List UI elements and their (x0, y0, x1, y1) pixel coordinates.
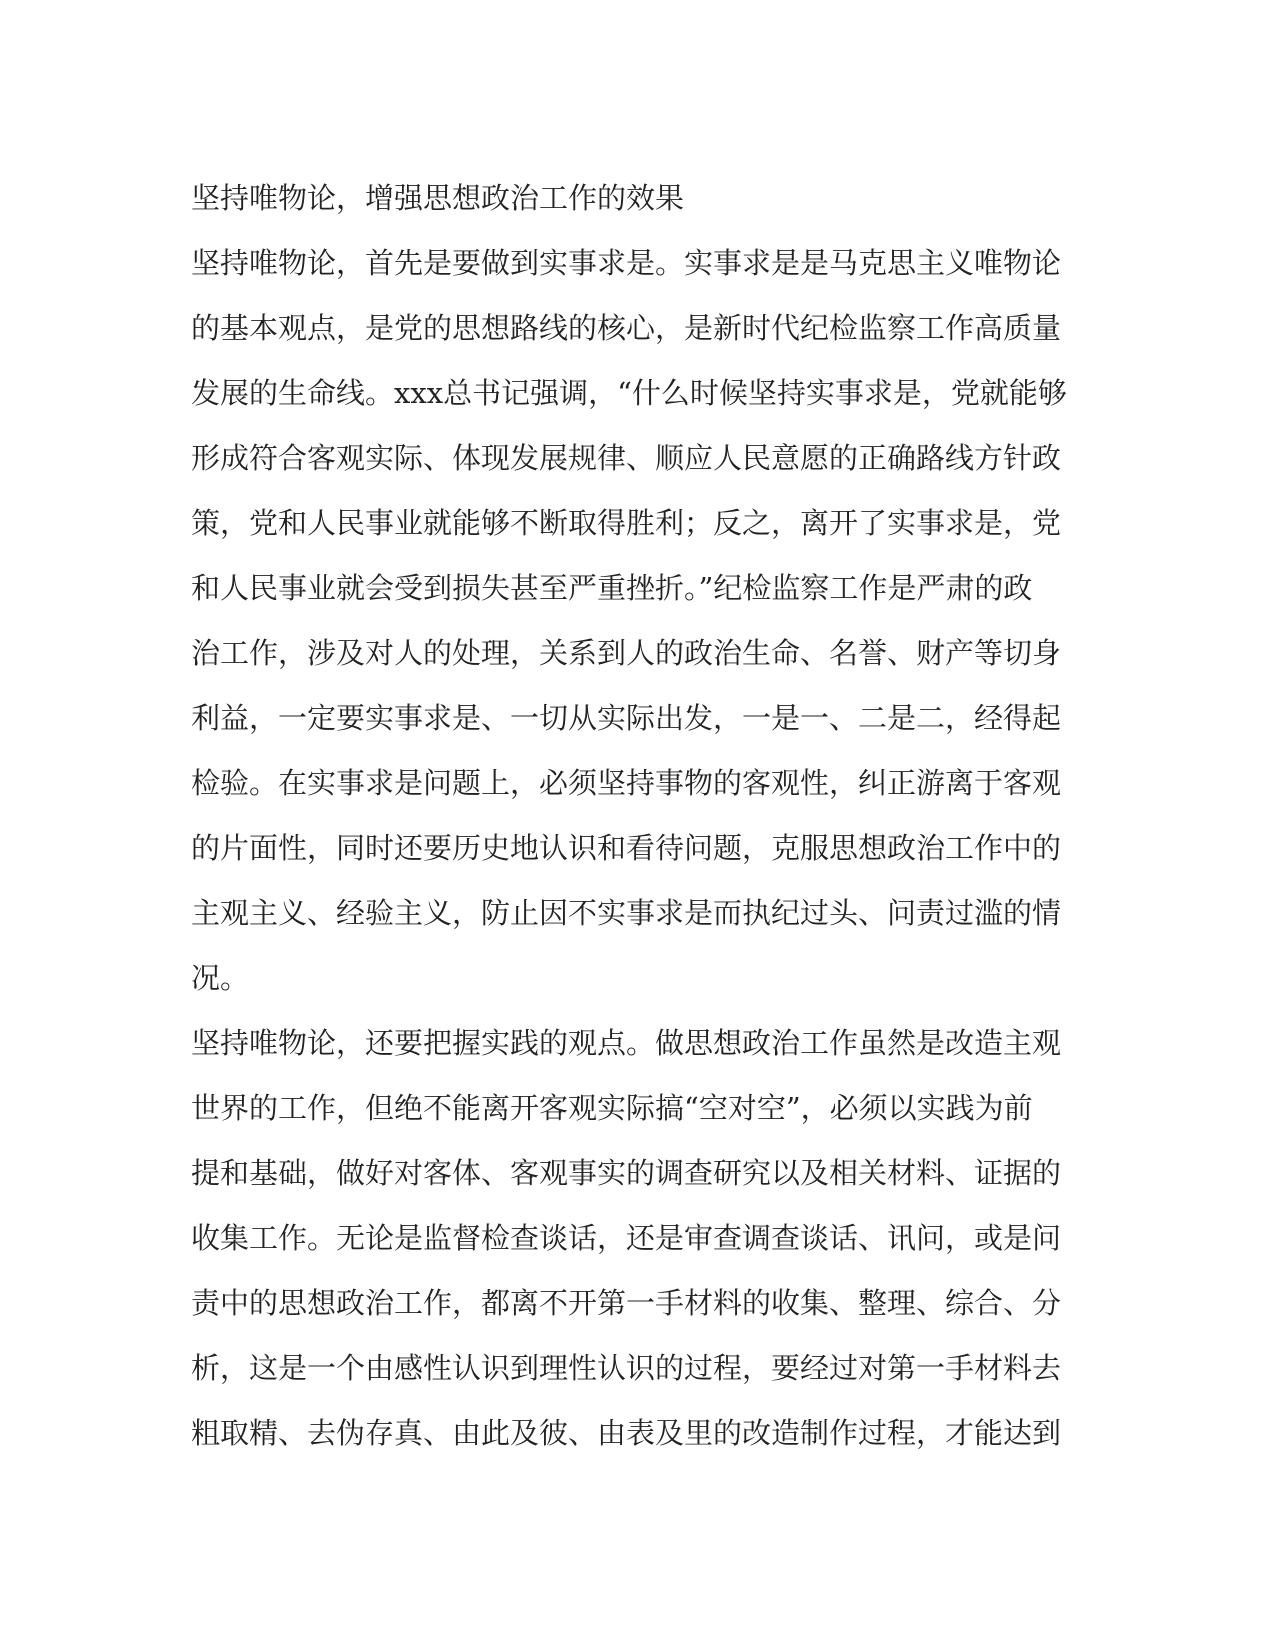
text-line: 策，党和人民事业就能够不断取得胜利；反之，离开了实事求是，党 (191, 506, 1062, 540)
text-line: 的片面性，同时还要历史地认识和看待问题，克服思想政治工作中的 (191, 831, 1062, 865)
text-line: 和人民事业就会受到损失甚至严重挫折。”纪检监察工作是严肃的政 (191, 571, 1033, 605)
text-line: 检验。在实事求是问题上，必须坚持事物的客观性，纠正游离于客观 (191, 766, 1062, 800)
paragraph-2 (191, 1011, 1071, 1466)
text-line: 利益，一定要实事求是、一切从实际出发，一是一、二是二，经得起 (191, 701, 1062, 735)
text-line: 收集工作。无论是监督检查谈话，还是审查调查谈话、讯问，或是问 (191, 1221, 1062, 1255)
paragraph-1 (191, 231, 1071, 1011)
document-body (191, 166, 1071, 1466)
text-line: 提和基础，做好对客体、客观事实的调查研究以及相关材料、证据的 (191, 1156, 1062, 1190)
text-line: 主观主义、经验主义，防止因不实事求是而执纪过头、问责过滥的情 (191, 896, 1062, 930)
text-line: 责中的思想政治工作，都离不开第一手材料的收集、整理、综合、分 (191, 1286, 1062, 1320)
text-line: 世界的工作，但绝不能离开客观实际搞“空对空”，必须以实践为前 (191, 1091, 1033, 1125)
text-line: 粗取精、去伪存真、由此及彼、由表及里的改造制作过程，才能达到 (191, 1416, 1062, 1450)
text-line: 的基本观点，是党的思想路线的核心，是新时代纪检监察工作高质量 (191, 311, 1062, 345)
text-line: 形成符合客观实际、体现发展规律、顺应人民意愿的正确路线方针政 (191, 441, 1062, 475)
section-heading: 坚持唯物论，增强思想政治工作的效果 (191, 181, 685, 215)
text-line: 坚持唯物论，还要把握实践的观点。做思想政治工作虽然是改造主观 (191, 1026, 1062, 1060)
text-line: 治工作，涉及对人的处理，关系到人的政治生命、名誉、财产等切身 (191, 636, 1062, 670)
text-line: 坚持唯物论，首先是要做到实事求是。实事求是是马克思主义唯物论 (191, 246, 1062, 280)
text-line: 发展的生命线。xxx总书记强调，“什么时候坚持实事求是，党就能够 (191, 376, 1067, 410)
text-line: 况。 (191, 961, 250, 995)
text-line: 析，这是一个由感性认识到理性认识的过程，要经过对第一手材料去 (191, 1351, 1062, 1385)
